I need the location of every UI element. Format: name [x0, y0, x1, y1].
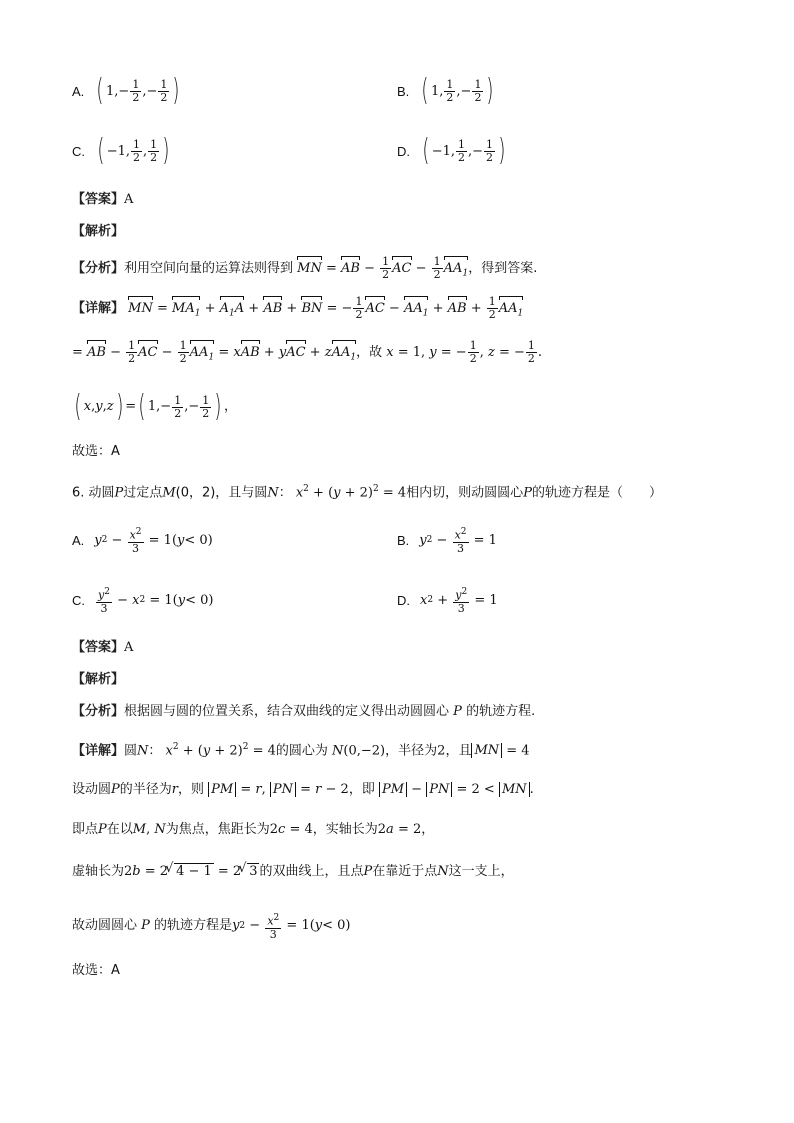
q5-choose: 故选：A	[72, 444, 120, 459]
q6-option-d: D. x 2 + $\frac{y^2}{3}$ = 1	[397, 587, 498, 615]
q6-option-c: C. $\frac{y^2}{3}$ − x 2 = 1( y < 0)	[72, 587, 214, 615]
q6-option-a: A. y 2 − $\frac{x^2}{3}$ = 1( y < 0)	[72, 527, 213, 555]
q6-fenxi: 【分析】根据圆与圆的位置关系，结合双曲线的定义得出动圆圆心 P 的轨迹方程.	[72, 704, 536, 719]
q5-analysis-heading: 【解析】	[72, 224, 125, 239]
q5-option-d: D. ( −1, $\frac{1}{2}$ ,− $\frac{1}{2}$ )	[397, 133, 506, 168]
q5-xiangjie-2: = AB − $\frac{1}{2}$ AC − $\frac{1}{2}$ $AA_1$ = xAB + yAC + zAA$_1$，故 x = 1, y = − $\frac{1}{2}$ , z = − $\frac{1}{2}$ .	[72, 340, 542, 368]
q5-fenxi: 【分析】利用空间向量的运算法则得到 MN = AB − $\frac{1}{2}$ AC − $\frac{1}{2}$ $AA_1$，得到答案.	[72, 256, 537, 284]
q5-result: ( x , y , z ) = ( 1,− $\frac{1}{2}$ ,− $\frac{1}{2}$ ) ，	[74, 389, 237, 424]
q6-analysis-heading: 【解析】	[72, 672, 125, 687]
q6-detail-2: 设动圆P的半径为r，则 PM = r, PN = r − 2，即 PM − PN = 2 < MN .	[72, 782, 534, 797]
q5-xiangjie-1: 【详解】 MN = $MA_1 + A_1A$ + AB + BN = − $\frac{1}{2}$ AC − $AA_1$ + AB + $\frac{1}{2}$ $AA_1$	[72, 296, 523, 324]
q6-detail-5: 故动圆圆心 P 的轨迹方程是 y 2 − $\frac{x^2}{3}$ = 1( y < 0)	[72, 913, 351, 941]
q5-option-c: C. ( −1, $\frac{1}{2}$ , $\frac{1}{2}$ )	[72, 133, 170, 168]
q6-stem: 6. 动圆P过定点M(0，2)，且与圆N： $x^2 + (y + 2)^2 = 4$相内切，则动圆圆心P的轨迹方程是（ ）	[72, 484, 662, 501]
q5-option-b: B. ( 1, $\frac{1}{2}$ ,− $\frac{1}{2}$ )	[397, 73, 494, 108]
q6-detail-3: 即点P在以M, N为焦点，焦距长为2c = 4，实轴长为2a = 2，	[72, 822, 435, 837]
q5-answer: 【答案】A	[72, 192, 134, 207]
q6-detail-1: 【详解】圆N： $x^2 + (y + 2)^2 = 4$的圆心为 N(0,−2)，半径为2，且 MN = 4	[72, 742, 530, 759]
q6-choose: 故选：A	[72, 963, 120, 978]
q6-option-b: B. y 2 − $\frac{x^2}{3}$ = 1	[397, 527, 497, 555]
q6-detail-4: 虚轴长为2b = 2√ 4 − 1 = 2√ 3 的双曲线上，且点P在靠近于点N这一支上，	[72, 862, 514, 882]
q6-answer: 【答案】A	[72, 640, 134, 655]
q5-option-a: A. ( 1,− $\frac{1}{2}$ ,− $\frac{1}{2}$ )	[72, 73, 180, 108]
